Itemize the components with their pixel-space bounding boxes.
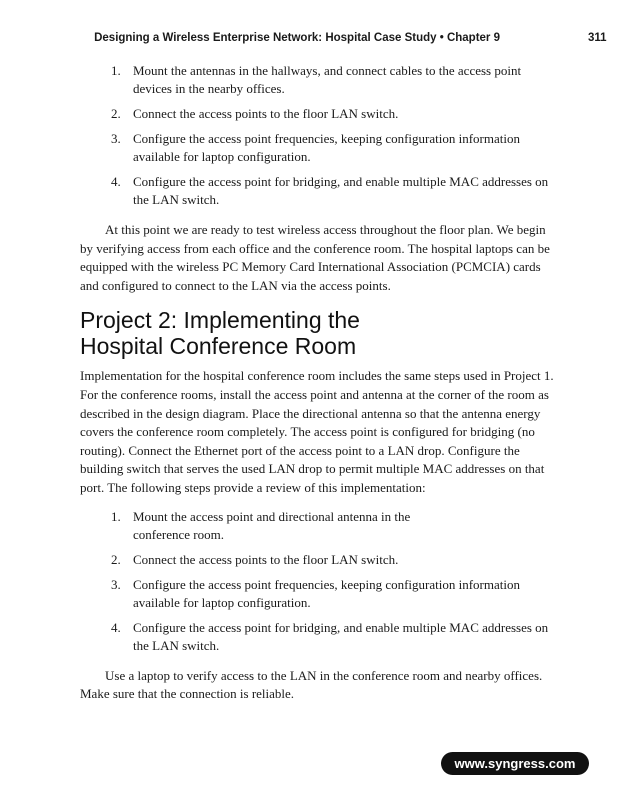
list-item-number: 3. bbox=[111, 131, 121, 146]
list-item-number: 3. bbox=[111, 576, 121, 592]
steps-list-2 bbox=[80, 508, 560, 655]
list-item-number: 1. bbox=[111, 508, 121, 524]
section-heading-line-1: Project 2: Implementing the bbox=[80, 307, 360, 334]
list-item-number: 1. bbox=[111, 63, 121, 78]
list-item bbox=[80, 576, 560, 612]
page-content bbox=[80, 62, 560, 704]
list-item-text: Mount the access point and directional antenna in the conference room. bbox=[133, 508, 411, 542]
paragraph-verify: Use a laptop to verify access to the LAN in the conference room and nearby offices. Make sure that the connection is reliable. bbox=[80, 667, 543, 702]
list-item bbox=[80, 619, 560, 655]
list-item bbox=[80, 62, 560, 98]
list-item bbox=[80, 173, 560, 209]
list-item-text: Configure the access point for bridging, and enable multiple MAC addresses on the LAN switch. bbox=[133, 619, 549, 653]
publisher-url-badge[interactable]: www.syngress.com bbox=[441, 752, 589, 775]
section-heading-line-2: Hospital Conference Room bbox=[80, 333, 357, 360]
list-item bbox=[80, 508, 560, 544]
list-item-text: Connect the access points to the floor LAN switch. bbox=[133, 106, 399, 121]
section-heading bbox=[80, 307, 560, 359]
paragraph-testing: At this point we are ready to test wireless access throughout the floor plan. We begin by verifying access from each office and the conference room. The hospital laptops can be equipped with the wireless PC Memory Card International Association (PCMCIA) cards and configured to connect to the LAN via the access points. bbox=[80, 222, 550, 293]
list-item-number: 2. bbox=[111, 551, 121, 567]
running-header bbox=[0, 32, 620, 50]
paragraph-implementation: Implementation for the hospital conference room includes the same steps used in Project 1. For the conference rooms, install the access point and antenna at the corner of the room as described in the design diagram. Place the directional antenna so that the antenna energy covers the conference room completely. The access point is configured for bridging (no routing). Connect the Ethernet port of the access point to a LAN drop. Configure the building switch that serves the used LAN drop to permit multiple MAC addresses on that port. The following steps provide a review of this implementation: bbox=[80, 368, 554, 495]
page-number: 311 bbox=[588, 32, 607, 44]
list-item-number: 4. bbox=[111, 619, 121, 635]
list-item bbox=[80, 551, 560, 569]
list-item-text: Mount the antennas in the hallways, and connect cables to the access point devices in the nearby offices. bbox=[133, 63, 522, 96]
list-item-text: Connect the access points to the floor LAN switch. bbox=[133, 551, 399, 567]
list-item bbox=[80, 130, 560, 166]
list-item bbox=[80, 105, 560, 123]
list-item-number: 2. bbox=[111, 106, 121, 121]
running-title: Designing a Wireless Enterprise Network: Hospital Case Study • Chapter 9 bbox=[94, 32, 500, 44]
list-item-number: 4. bbox=[111, 174, 121, 189]
list-item-text: Configure the access point frequencies, keeping configuration information available for laptop configuration. bbox=[133, 131, 520, 164]
list-item-text: Configure the access point for bridging, and enable multiple MAC addresses on the LAN switch. bbox=[133, 174, 549, 207]
steps-list-1 bbox=[80, 62, 560, 209]
list-item-text: Configure the access point frequencies, keeping configuration information available for laptop configuration. bbox=[133, 576, 520, 610]
